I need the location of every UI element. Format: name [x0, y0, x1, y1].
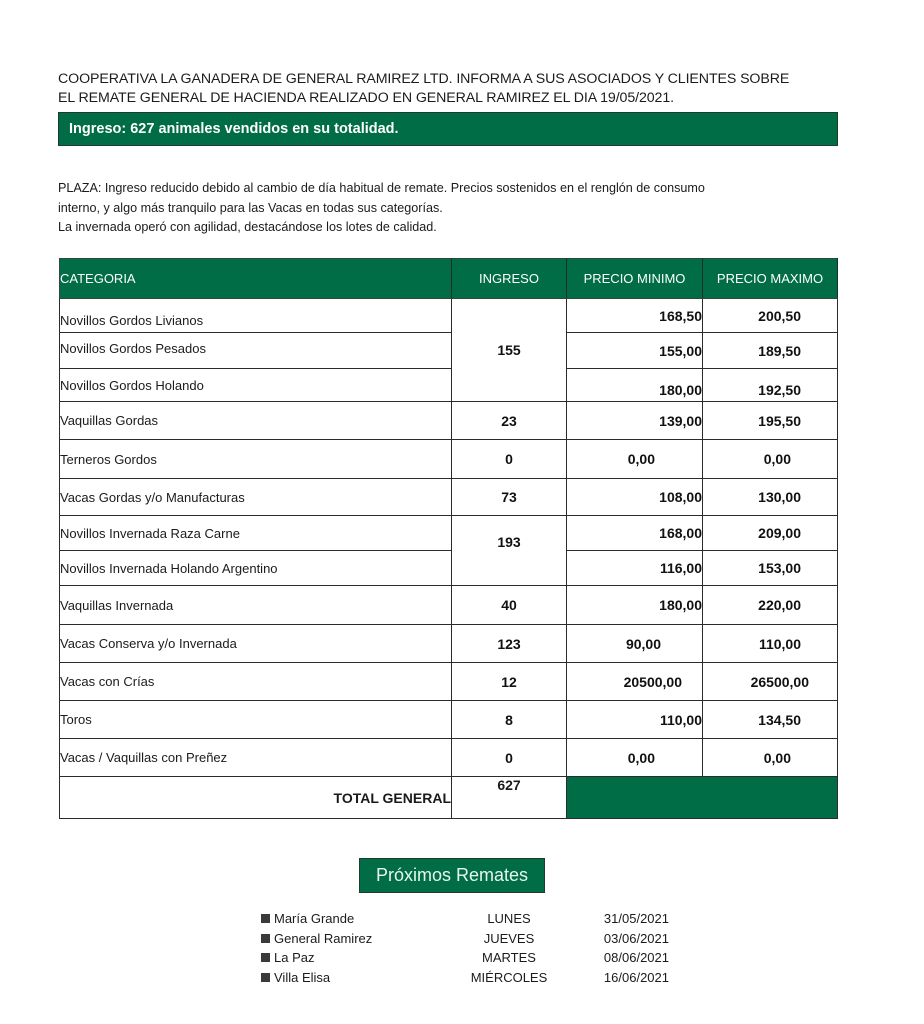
cell-categoria: Vaquillas Invernada: [60, 586, 452, 625]
table-row: [60, 516, 838, 551]
header-line-2: EL REMATE GENERAL DE HACIENDA REALIZADO EN GENERAL RAMIREZ EL DIA 19/05/2021.: [58, 90, 674, 106]
cell-max: 134,50: [703, 701, 838, 739]
total-label: TOTAL GENERAL: [60, 777, 452, 819]
cell-min: 0,00: [567, 440, 703, 479]
list-item: [261, 968, 681, 988]
proximos-remates-title: Próximos Remates: [359, 858, 545, 893]
remate-date: 31/05/2021: [603, 911, 669, 927]
cell-categoria: Toros: [60, 701, 452, 739]
cell-min: 0,00: [567, 739, 703, 777]
cell-categoria: Terneros Gordos: [60, 440, 452, 479]
remate-day: JUEVES: [483, 930, 535, 946]
header-line-1: COOPERATIVA LA GANADERA DE GENERAL RAMIREZ LTD. INFORMA A SUS ASOCIADOS Y CLIENTES SOBRE: [58, 71, 790, 87]
table-row: [60, 299, 838, 333]
remate-place: General Ramirez: [274, 930, 373, 946]
table-row: [60, 551, 838, 586]
cell-categoria: Novillos Invernada Raza Carne: [60, 516, 452, 551]
cell-min: 168,00: [567, 516, 703, 551]
table-row: [60, 333, 838, 369]
cell-max: 110,00: [703, 625, 838, 663]
cell-max: 153,00: [703, 551, 838, 586]
cell-categoria: Novillos Gordos Pesados: [60, 333, 452, 369]
cell-max: 26500,00: [703, 663, 838, 701]
cell-min: 180,00: [567, 586, 703, 625]
cell-ingreso: 40: [452, 586, 567, 625]
proximos-remates-list: [261, 909, 681, 987]
plaza-line-1: PLAZA: Ingreso reducido debido al cambio de día habitual de remate. Precios sostenidos en el renglón de consumo: [58, 181, 705, 195]
cell-categoria: Vacas Conserva y/o Invernada: [60, 625, 452, 663]
cell-max: 130,00: [703, 479, 838, 516]
table-row: [60, 440, 838, 479]
cell-categoria: Novillos Gordos Holando: [60, 369, 452, 402]
square-bullet-icon: [261, 973, 270, 982]
cell-min: 116,00: [567, 551, 703, 586]
cell-max: 0,00: [703, 739, 838, 777]
cell-min: 139,00: [567, 402, 703, 440]
cell-categoria: Vacas / Vaquillas con Preñez: [60, 739, 452, 777]
ingreso-banner: Ingreso: 627 animales vendidos en su totalidad.: [58, 112, 838, 146]
remate-date: 03/06/2021: [603, 930, 669, 946]
cell-ingreso: 12: [452, 663, 567, 701]
cell-min: 110,00: [567, 701, 703, 739]
table-row: [60, 625, 838, 663]
remate-day: LUNES: [487, 911, 531, 927]
cell-max: 209,00: [703, 516, 838, 551]
cell-min: 180,00: [567, 369, 703, 402]
table-row: [60, 739, 838, 777]
cell-ingreso: 123: [452, 625, 567, 663]
report-header: [58, 70, 848, 108]
remate-place: Villa Elisa: [274, 969, 331, 985]
plaza-line-2: interno, y algo más tranquilo para las Vacas en todas sus categorías.: [58, 200, 443, 215]
cell-ingreso: 155: [452, 299, 567, 402]
remate-day: MARTES: [482, 950, 536, 966]
remate-date: 08/06/2021: [603, 950, 669, 966]
cell-max: 220,00: [703, 586, 838, 625]
cell-ingreso: 73: [452, 479, 567, 516]
square-bullet-icon: [261, 953, 270, 962]
list-item: [261, 948, 681, 968]
cell-categoria: Novillos Gordos Livianos: [60, 299, 452, 333]
cell-categoria: Vacas con Crías: [60, 663, 452, 701]
square-bullet-icon: [261, 914, 270, 923]
list-item: [261, 909, 681, 929]
header-ingreso: INGRESO: [452, 259, 567, 299]
cell-min: 168,50: [567, 299, 703, 333]
remate-date: 16/06/2021: [603, 969, 669, 985]
cell-min: 108,00: [567, 479, 703, 516]
table-row: [60, 402, 838, 440]
cell-min: 90,00: [567, 625, 703, 663]
plaza-commentary: [58, 179, 848, 238]
cell-ingreso: 0: [452, 739, 567, 777]
cell-max: 189,50: [703, 333, 838, 369]
remate-place: La Paz: [274, 950, 315, 966]
remate-place: María Grande: [274, 911, 355, 927]
plaza-line-3: La invernada operó con agilidad, destacándose los lotes de calidad.: [58, 220, 437, 234]
prices-table: [59, 258, 838, 819]
header-precio-maximo: PRECIO MAXIMO: [703, 259, 838, 299]
cell-categoria: Novillos Invernada Holando Argentino: [60, 551, 452, 586]
cell-ingreso: 0: [452, 440, 567, 479]
cell-ingreso: 23: [452, 402, 567, 440]
square-bullet-icon: [261, 934, 270, 943]
cell-min: 155,00: [567, 333, 703, 369]
cell-min: 20500,00: [567, 663, 703, 701]
cell-max: 200,50: [703, 299, 838, 333]
remate-day: MIÉRCOLES: [470, 969, 548, 985]
table-row: [60, 479, 838, 516]
total-value: 627: [452, 777, 567, 819]
cell-max: 0,00: [703, 440, 838, 479]
table-row: [60, 586, 838, 625]
table-header-row: [60, 259, 838, 299]
list-item: [261, 929, 681, 949]
table-row: [60, 701, 838, 739]
cell-ingreso: 8: [452, 701, 567, 739]
cell-max: 195,50: [703, 402, 838, 440]
cell-ingreso: 193: [452, 516, 567, 586]
table-row: [60, 369, 838, 402]
table-row: [60, 663, 838, 701]
cell-categoria: Vacas Gordas y/o Manufacturas: [60, 479, 452, 516]
total-row: [60, 777, 838, 819]
header-precio-minimo: PRECIO MINIMO: [567, 259, 703, 299]
cell-max: 192,50: [703, 369, 838, 402]
cell-categoria: Vaquillas Gordas: [60, 402, 452, 440]
header-categoria: CATEGORIA: [60, 259, 452, 299]
total-green-fill: [567, 777, 838, 819]
